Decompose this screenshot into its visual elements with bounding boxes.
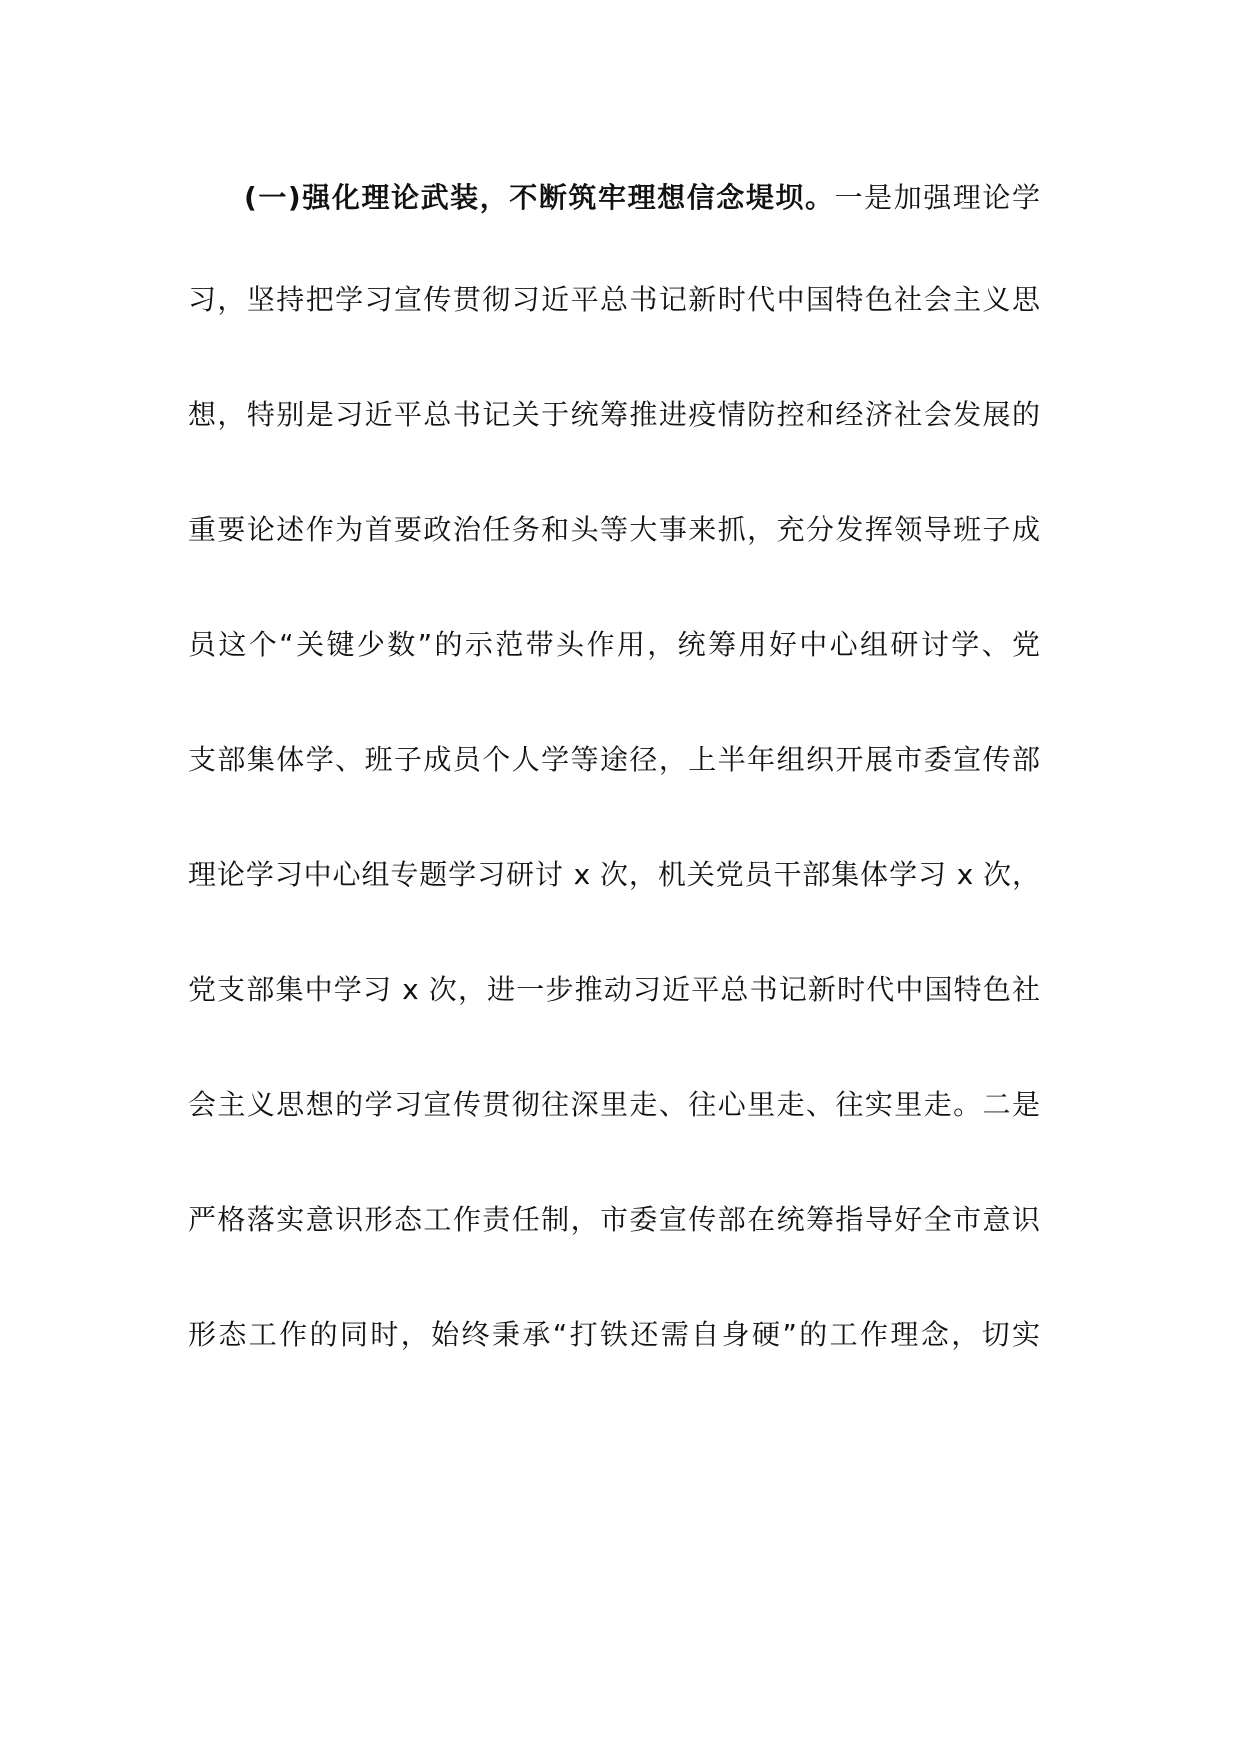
paragraph-line-2: 习，坚持把学习宣传贯彻习近平总书记新时代中国特色社会主义思 <box>188 283 1040 316</box>
paragraph-line-10: 严格落实意识形态工作责任制，市委宣传部在统筹指导好全市意识 <box>188 1203 1040 1236</box>
paragraph-line-6: 支部集体学、班子成员个人学等途径，上半年组织开展市委宣传部 <box>188 743 1040 776</box>
paragraph-line-7: 理论学习中心组专题学习研讨 x 次，机关党员干部集体学习 x 次， <box>188 858 1040 891</box>
paragraph-line-11: 形态工作的同时，始终秉承“打铁还需自身硬”的工作理念，切实 <box>188 1318 1040 1351</box>
section-heading: (一)强化理论武装，不断筑牢理想信念堤坝。 <box>244 181 835 214</box>
paragraph-line-5: 员这个“关键少数”的示范带头作用，统筹用好中心组研讨学、党 <box>188 628 1040 661</box>
paragraph-line-1 <box>244 178 1040 218</box>
paragraph-line-8: 党支部集中学习 x 次，进一步推动习近平总书记新时代中国特色社 <box>188 973 1040 1006</box>
paragraph-line-3: 想，特别是习近平总书记关于统筹推进疫情防控和经济社会发展的 <box>188 398 1040 431</box>
paragraph-line-4: 重要论述作为首要政治任务和头等大事来抓，充分发挥领导班子成 <box>188 513 1040 546</box>
paragraph-line-9: 会主义思想的学习宣传贯彻往深里走、往心里走、往实里走。二是 <box>188 1088 1040 1121</box>
heading-continuation-text: 一是加强理论学 <box>834 181 1040 214</box>
